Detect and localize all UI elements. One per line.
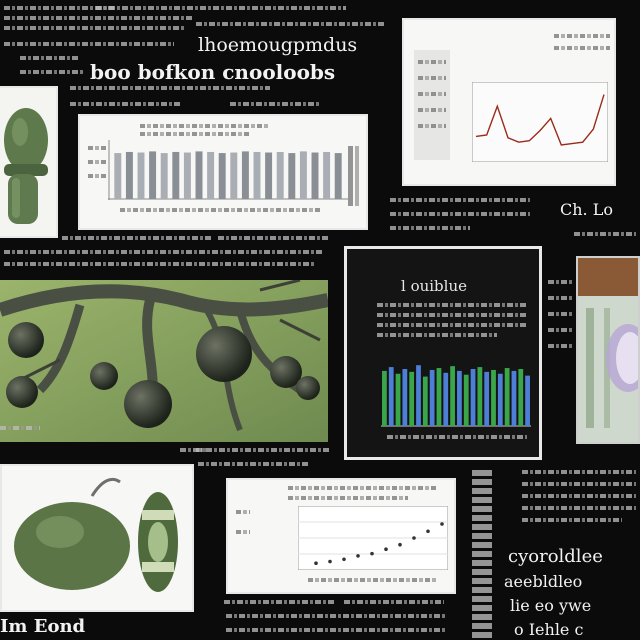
x-axis-labels <box>120 208 320 212</box>
text-band <box>4 16 194 20</box>
text-band <box>70 102 180 106</box>
text-band <box>548 312 572 316</box>
bar <box>525 376 530 426</box>
figure-caption <box>288 486 438 490</box>
poster-headline-2: boo bofkon cnooloobs <box>90 60 336 84</box>
bottom-right-line-2: aeebldleo <box>504 572 583 591</box>
data-point <box>426 529 430 533</box>
text-band <box>522 506 636 510</box>
data-point <box>384 547 388 551</box>
bar <box>172 152 179 199</box>
text-band <box>196 448 206 452</box>
bar-chart-center <box>381 349 531 427</box>
y-axis-labels <box>88 146 106 150</box>
text-band <box>548 328 572 332</box>
mushroom-illustration <box>0 88 58 238</box>
bar-chart-top-middle <box>108 140 348 200</box>
figure-top-right <box>402 18 616 186</box>
bar <box>518 369 523 426</box>
bar <box>437 368 442 426</box>
plant-photo <box>578 258 640 444</box>
table-row <box>418 92 446 96</box>
specimen-photo-right <box>576 256 640 444</box>
bottom-left-label: Im Eond <box>0 616 86 637</box>
y-axis-labels <box>88 160 106 164</box>
text-band <box>0 426 40 430</box>
text-band <box>218 236 328 240</box>
bar <box>450 366 455 426</box>
specimen-illustration-top-left <box>0 86 58 238</box>
bottom-right-line-4: o Iehle c <box>514 620 584 639</box>
text-band <box>226 628 446 632</box>
text-band <box>226 614 446 618</box>
bar <box>312 153 319 199</box>
bar <box>277 152 284 199</box>
text-band <box>522 494 636 498</box>
figure-caption <box>377 313 527 317</box>
figure-caption <box>554 34 610 38</box>
figure-center-title: l ouiblue <box>401 277 467 295</box>
data-point <box>412 536 416 540</box>
text-band <box>390 212 530 216</box>
bar <box>396 374 401 426</box>
text-band <box>522 470 636 474</box>
text-band <box>522 482 636 486</box>
bar <box>138 153 145 199</box>
bar <box>149 151 156 199</box>
y-axis-labels <box>88 174 106 178</box>
root-illustration <box>0 280 328 442</box>
bar <box>196 151 203 199</box>
bar <box>382 371 387 426</box>
bar <box>416 365 421 426</box>
bar <box>443 373 448 426</box>
figure-caption <box>140 124 270 128</box>
figure-caption <box>377 303 527 307</box>
text-band <box>548 280 572 284</box>
bar <box>402 369 407 426</box>
text-band <box>20 56 80 60</box>
bar <box>242 151 249 199</box>
side-table <box>414 50 450 160</box>
legend <box>348 146 360 206</box>
bar <box>491 370 496 426</box>
text-band <box>390 198 530 202</box>
bar <box>457 371 462 426</box>
bar <box>265 153 272 199</box>
bar <box>254 152 261 199</box>
bar <box>219 153 226 199</box>
text-band <box>198 462 308 466</box>
figure-caption <box>288 496 408 500</box>
data-point <box>314 561 318 565</box>
figure-top-middle <box>78 114 368 230</box>
text-band <box>96 6 346 10</box>
data-point <box>328 560 332 564</box>
figure-caption <box>377 323 527 327</box>
x-axis-labels <box>387 435 527 439</box>
data-point <box>370 552 374 556</box>
plot-area <box>472 82 608 162</box>
data-point <box>398 543 402 547</box>
y-axis-labels <box>236 510 250 514</box>
y-axis-labels <box>236 530 250 534</box>
table-row <box>418 124 446 128</box>
bar <box>230 153 237 199</box>
text-band <box>4 42 174 46</box>
bar <box>484 372 489 426</box>
figure-bottom-middle <box>226 478 456 594</box>
table-row <box>418 60 446 64</box>
x-axis-labels <box>308 578 438 582</box>
text-band <box>62 236 212 240</box>
table-row <box>418 76 446 80</box>
bar <box>423 377 428 426</box>
bar <box>207 152 214 199</box>
bar <box>300 151 307 199</box>
text-band <box>522 518 622 522</box>
text-band <box>224 600 334 604</box>
text-band <box>4 262 314 266</box>
figure-caption <box>554 46 610 50</box>
bar <box>498 374 503 426</box>
vertical-text-column <box>472 470 492 640</box>
bar <box>477 367 482 426</box>
text-band <box>548 344 572 348</box>
bar <box>430 370 435 426</box>
data-point <box>440 522 444 526</box>
bar <box>114 153 121 199</box>
text-band <box>574 232 636 236</box>
bottom-right-line-1: cyoroldlee <box>508 546 603 567</box>
bar <box>409 372 414 426</box>
bottom-right-line-3: lie eo ywe <box>510 596 592 615</box>
data-point <box>356 554 360 558</box>
text-band <box>70 86 270 90</box>
poster-headline-1: lhoemougpmdus <box>198 34 358 56</box>
table-row <box>418 108 446 112</box>
text-band <box>230 102 320 106</box>
bar <box>335 153 342 199</box>
text-band <box>196 22 386 26</box>
line-chart-top-right <box>472 82 608 162</box>
bar <box>389 367 394 426</box>
text-band <box>4 26 184 30</box>
text-band <box>548 296 572 300</box>
scatter-chart-bottom-middle <box>298 506 448 570</box>
figure-caption <box>377 333 497 337</box>
figure-caption <box>140 132 250 136</box>
side-label: Ch. Lo <box>560 200 613 219</box>
data-point <box>342 557 346 561</box>
text-band <box>344 600 444 604</box>
bar <box>161 153 168 199</box>
text-band <box>390 226 470 230</box>
root-nodule-illustration <box>0 280 328 442</box>
bar <box>323 152 330 199</box>
text-band <box>4 250 324 254</box>
bar <box>505 368 510 426</box>
gourd-illustration <box>2 466 194 612</box>
bar <box>471 369 476 426</box>
bar <box>512 371 517 426</box>
figure-center <box>344 246 542 460</box>
bar <box>184 153 191 199</box>
text-band <box>20 70 84 74</box>
bar <box>288 153 295 199</box>
specimen-illustration-bottom-left <box>0 464 194 612</box>
bar <box>126 152 133 199</box>
bar <box>464 375 469 426</box>
